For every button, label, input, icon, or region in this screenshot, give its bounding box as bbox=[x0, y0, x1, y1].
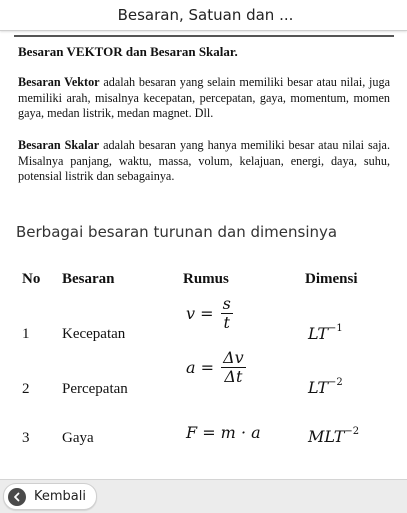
dimension-exponent: −2 bbox=[328, 376, 343, 388]
dimension-exponent: −1 bbox=[328, 322, 343, 334]
row-number: 2 bbox=[22, 381, 30, 397]
section-caption: Berbagai besaran turunan dan dimensinya bbox=[16, 223, 338, 241]
formula-denominator: t bbox=[223, 313, 230, 332]
row-number: 1 bbox=[22, 326, 30, 342]
scanned-text-image bbox=[14, 33, 394, 188]
dimension-percepatan bbox=[308, 378, 343, 397]
article-content[interactable] bbox=[0, 31, 407, 479]
term-skalar: Besaran Skalar bbox=[18, 138, 100, 152]
formula-fraction bbox=[221, 295, 233, 332]
bottom-bar bbox=[0, 479, 407, 513]
back-button-label: Kembali bbox=[34, 489, 86, 504]
paragraph-vektor bbox=[18, 75, 390, 122]
back-button[interactable] bbox=[3, 483, 97, 510]
row-quantity: Kecepatan bbox=[62, 326, 126, 342]
row-quantity: Gaya bbox=[62, 430, 94, 446]
formula-lhs: v = bbox=[186, 304, 214, 323]
dimension-table-image bbox=[0, 263, 407, 479]
app-bar bbox=[0, 0, 407, 31]
dimension-gaya bbox=[308, 427, 359, 446]
page-title: Besaran, Satuan dan ... bbox=[117, 6, 294, 24]
dimension-base: LT bbox=[308, 324, 328, 343]
header-dimensi: Dimensi bbox=[305, 271, 358, 287]
paragraph-vektor-text: adalah besaran yang selain memiliki besar atau nilai, juga memiliki arah, misalnya kecepatan, percepatan, gaya, momentum, momen gaya, medan listrik, medan magnet. Dll. bbox=[18, 75, 390, 120]
formula-percepatan bbox=[186, 349, 246, 386]
paragraph-skalar bbox=[18, 138, 390, 185]
row-quantity: Percepatan bbox=[62, 381, 128, 397]
dimension-kecepatan bbox=[308, 324, 343, 343]
formula-fraction bbox=[221, 349, 246, 386]
dimension-base: MLT bbox=[308, 427, 345, 446]
formula-numerator: s bbox=[222, 294, 231, 313]
header-rumus: Rumus bbox=[183, 271, 229, 287]
paragraph-skalar-text: adalah besaran yang hanya memiliki besar atau nilai saja. Misalnya panjang, waktu, massa, volum, kelajuan, energi, daya, suhu, potensial listrik dan sebagainya. bbox=[18, 138, 390, 183]
dimension-base: LT bbox=[308, 378, 328, 397]
formula-numerator: Δv bbox=[223, 348, 244, 367]
row-number: 3 bbox=[22, 430, 30, 446]
scan-heading: Besaran VEKTOR dan Besaran Skalar. bbox=[18, 44, 238, 59]
dimension-exponent: −2 bbox=[344, 425, 360, 437]
formula-lhs: a = bbox=[186, 358, 215, 377]
formula-gaya: F = m · a bbox=[186, 423, 261, 442]
formula-kecepatan bbox=[186, 295, 233, 332]
header-no: No bbox=[22, 271, 41, 287]
divider bbox=[14, 35, 394, 37]
formula-denominator: Δt bbox=[224, 367, 243, 386]
chevron-left-icon bbox=[8, 488, 26, 506]
header-besaran: Besaran bbox=[62, 271, 115, 287]
term-vektor: Besaran Vektor bbox=[18, 75, 100, 89]
